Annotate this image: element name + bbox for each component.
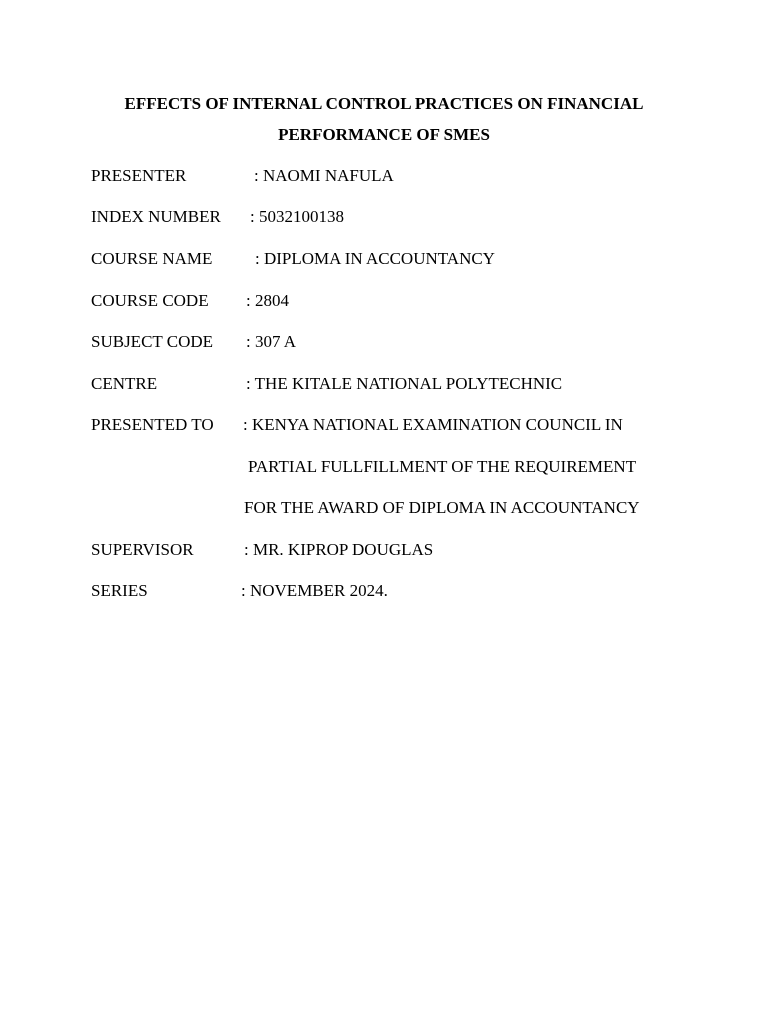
field-row-index-number [0, 206, 768, 228]
field-label-series: SERIES [91, 581, 148, 600]
field-row-subject-code [0, 331, 768, 353]
field-value-supervisor: : MR. KIPROP DOUGLAS [244, 540, 434, 559]
field-value-centre: : THE KITALE NATIONAL POLYTECHNIC [246, 374, 563, 393]
field-row-course-name [0, 248, 768, 270]
field-value-subject-code: : 307 A [246, 332, 297, 351]
field-value-series: : NOVEMBER 2024. [241, 581, 388, 600]
field-row-presented-to-continued-2 [0, 497, 768, 519]
field-row-presented-to [0, 414, 768, 436]
field-label-course-code: COURSE CODE [91, 291, 209, 310]
field-value-presenter: : NAOMI NAFULA [254, 166, 394, 185]
document-title-line-2: PERFORMANCE OF SMES [278, 125, 490, 144]
field-label-index-number: INDEX NUMBER [91, 207, 221, 226]
field-row-supervisor [0, 539, 768, 561]
field-value-course-code: : 2804 [246, 291, 289, 310]
field-label-course-name: COURSE NAME [91, 249, 213, 268]
field-row-centre [0, 373, 768, 395]
field-value-presented-to-line-3: FOR THE AWARD OF DIPLOMA IN ACCOUNTANCY [244, 498, 640, 517]
field-label-centre: CENTRE [91, 374, 158, 393]
document-title-line-1: EFFECTS OF INTERNAL CONTROL PRACTICES ON FINANCIAL [124, 94, 644, 113]
field-row-presented-to-continued-1 [0, 456, 768, 478]
field-value-index-number: : 5032100138 [250, 207, 344, 226]
field-label-presenter: PRESENTER [91, 166, 187, 185]
field-label-supervisor: SUPERVISOR [91, 540, 194, 559]
field-label-presented-to: PRESENTED TO [91, 415, 214, 434]
field-value-presented-to: : KENYA NATIONAL EXAMINATION COUNCIL IN [243, 415, 623, 434]
field-row-series [0, 580, 768, 602]
field-value-presented-to-line-2: PARTIAL FULLFILLMENT OF THE REQUIREMENT [248, 457, 637, 476]
field-label-subject-code: SUBJECT CODE [91, 332, 214, 351]
field-value-course-name: : DIPLOMA IN ACCOUNTANCY [255, 249, 495, 268]
field-row-presenter [0, 165, 768, 187]
field-row-course-code [0, 290, 768, 312]
